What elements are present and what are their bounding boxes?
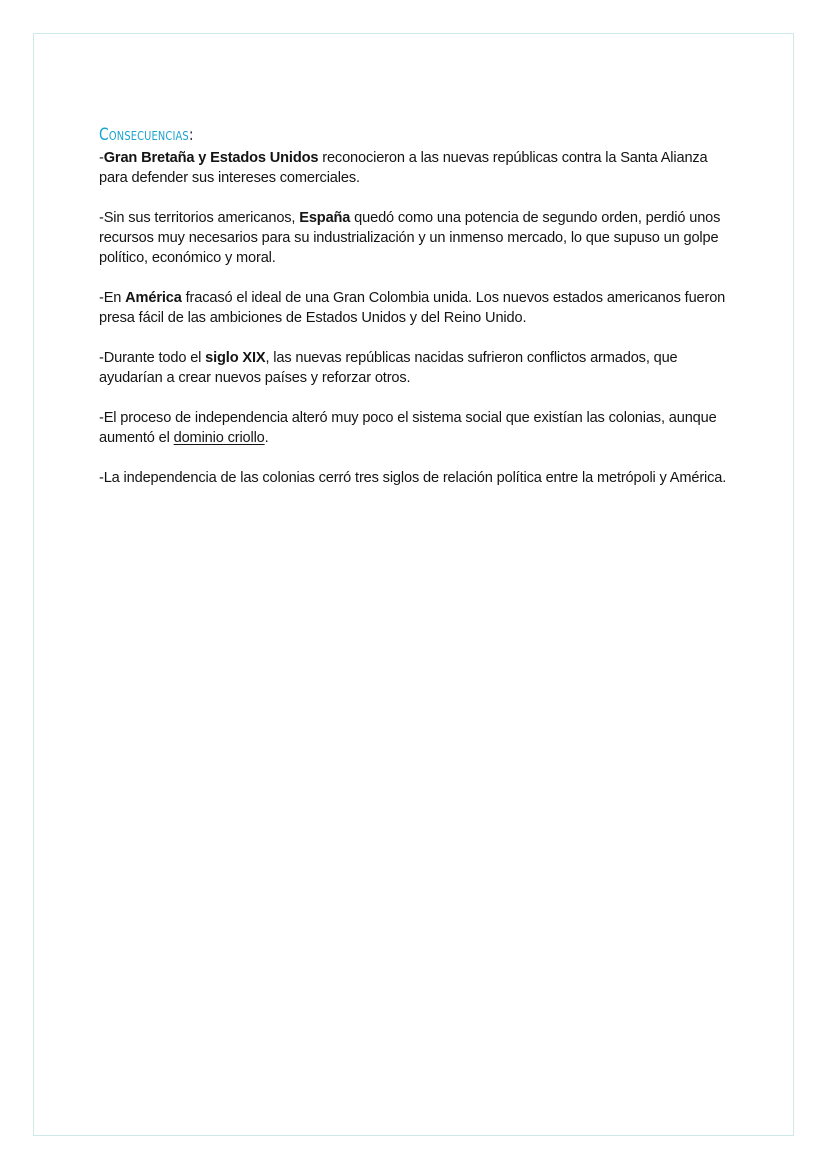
heading-colon: : (188, 125, 194, 145)
paragraph-text: -La independencia de las colonias cerró tres siglos de relación política entre la metrópoli y América. (99, 470, 727, 486)
paragraph-text: -En (99, 290, 126, 306)
bold-term: España (299, 210, 351, 226)
paragraph-gran-bretana (99, 148, 739, 188)
paragraph-text: - (99, 150, 104, 166)
section-heading (99, 122, 624, 148)
paragraph-text: -Durante todo el (99, 350, 206, 366)
underlined-term: dominio criollo (173, 430, 265, 446)
paragraph-america (99, 288, 739, 328)
bold-term: siglo XIX (205, 350, 266, 366)
paragraph-text: , las nuevas repúblicas nacidas sufrieron conflictos armados, que ayudarían a crear nuevos países y reforzar otros. (99, 350, 678, 386)
paragraph-sistema-social (99, 408, 739, 448)
paragraph-siglo-xix (99, 348, 739, 388)
bold-term: Gran Bretaña y Estados Unidos (103, 150, 319, 166)
document-body (99, 122, 739, 508)
paragraph-text: quedó como una potencia de segundo orden, perdió unos recursos muy necesarios para su industrialización y un inmenso mercado, lo que supuso un golpe político, económico y moral. (99, 210, 721, 266)
paragraph-text: . (264, 430, 269, 446)
heading-text: Consecuencias (99, 125, 189, 145)
paragraph-tres-siglos (99, 468, 739, 488)
paragraph-text: reconocieron a las nuevas repúblicas contra la Santa Alianza para defender sus intereses comerciales. (99, 150, 708, 186)
bold-term: América (125, 290, 182, 306)
paragraph-text: fracasó el ideal de una Gran Colombia unida. Los nuevos estados americanos fueron presa fácil de las ambiciones de Estados Unidos y del Reino Unido. (99, 290, 726, 326)
paragraph-text: -Sin sus territorios americanos, (99, 210, 300, 226)
paragraph-text: -El proceso de independencia alteró muy poco el sistema social que existían las colonias, aunque aumentó el (99, 410, 717, 446)
paragraph-espana (99, 208, 739, 268)
